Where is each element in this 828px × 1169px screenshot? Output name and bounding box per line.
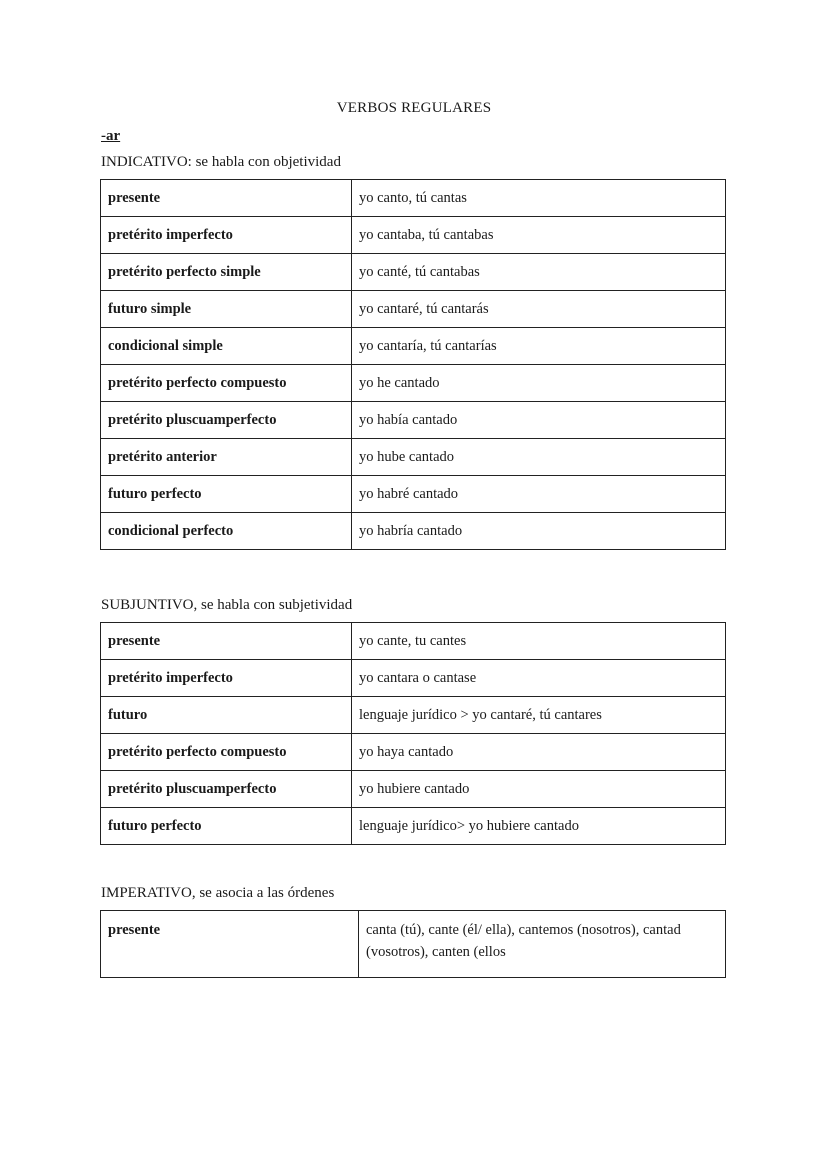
example-cell: lenguaje jurídico > yo cantaré, tú cantares [352,697,726,734]
tense-cell: pretérito perfecto compuesto [101,734,352,771]
table-row [101,623,726,660]
table-row [101,513,726,550]
subjuntivo-table [100,622,726,845]
tense-cell: condicional simple [101,328,352,365]
example-cell: yo habré cantado [352,476,726,513]
indicativo-table [100,179,726,550]
tense-cell: pretérito pluscuamperfecto [101,402,352,439]
example-cell: yo hubiere cantado [352,771,726,808]
example-cell: yo cantaba, tú cantabas [352,217,726,254]
subsection-heading: -ar [101,128,121,144]
example-cell: lenguaje jurídico> yo hubiere cantado [352,808,726,845]
table-row [101,328,726,365]
tense-cell: futuro perfecto [101,808,352,845]
tense-cell: futuro simple [101,291,352,328]
table-row [101,180,726,217]
example-cell: yo cante, tu cantes [352,623,726,660]
document-title: VERBOS REGULARES [336,100,492,116]
table-row [101,771,726,808]
tense-cell: presente [101,180,352,217]
example-cell: yo hube cantado [352,439,726,476]
example-cell: yo canto, tú cantas [352,180,726,217]
table-row [101,697,726,734]
table-row [101,476,726,513]
example-cell: yo he cantado [352,365,726,402]
tense-cell: pretérito imperfecto [101,660,352,697]
imperativo-table [100,910,726,978]
example-cell: yo canté, tú cantabas [352,254,726,291]
tense-cell: pretérito perfecto simple [101,254,352,291]
table-row [101,217,726,254]
table-row [101,254,726,291]
example-cell: yo cantara o cantase [352,660,726,697]
table-row [101,808,726,845]
tense-cell: pretérito perfecto compuesto [101,365,352,402]
indicativo-label: INDICATIVO: se habla con objetividad [101,154,341,170]
example-cell: yo cantaría, tú cantarías [352,328,726,365]
table-row [101,291,726,328]
table-row [101,660,726,697]
tense-cell: condicional perfecto [101,513,352,550]
tense-cell: futuro perfecto [101,476,352,513]
subjuntivo-label: SUBJUNTIVO, se habla con subjetividad [101,597,353,613]
example-cell: yo había cantado [352,402,726,439]
tense-cell: presente [101,623,352,660]
tense-cell: pretérito imperfecto [101,217,352,254]
imperativo-label: IMPERATIVO, se asocia a las órdenes [101,885,335,901]
tense-cell: pretérito anterior [101,439,352,476]
example-cell: yo haya cantado [352,734,726,771]
table-row [101,439,726,476]
table-row [101,734,726,771]
table-row [101,911,726,978]
tense-cell: futuro [101,697,352,734]
table-row [101,365,726,402]
table-row [101,402,726,439]
tense-cell: pretérito pluscuamperfecto [101,771,352,808]
example-cell: canta (tú), cante (él/ ella), cantemos (nosotros), cantad (vosotros), canten (ellos [359,911,726,978]
example-cell: yo habría cantado [352,513,726,550]
tense-cell: presente [101,911,359,978]
example-cell: yo cantaré, tú cantarás [352,291,726,328]
